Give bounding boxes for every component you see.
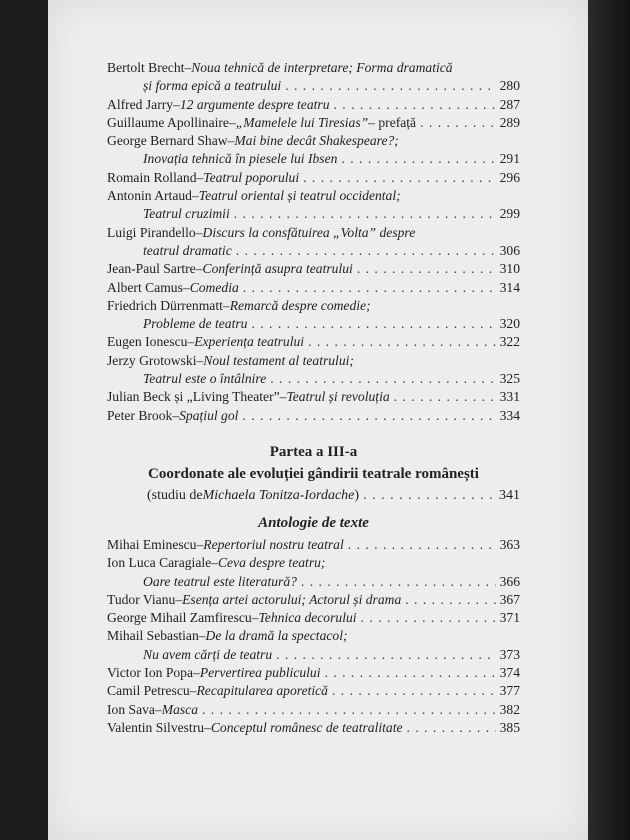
toc-entry-line	[107, 682, 520, 700]
toc-entry-line	[107, 297, 520, 315]
toc-entry	[107, 279, 520, 297]
entry-page-number: 289	[499, 114, 520, 130]
entry-separator: –	[196, 536, 204, 552]
entry-author: Friedrich Dürrenmatt	[107, 297, 223, 313]
entry-page-number: 373	[499, 646, 520, 662]
dot-leader	[243, 279, 496, 297]
entry-page-number: 374	[499, 665, 520, 681]
entry-separator: –	[182, 279, 190, 295]
toc-entry	[107, 407, 520, 425]
table-of-contents	[107, 59, 520, 737]
dot-leader	[308, 333, 496, 351]
toc-entry-line	[107, 260, 520, 278]
toc-entry	[107, 536, 520, 554]
entry-author: Julian Beck și „Living Theater”	[107, 389, 280, 405]
toc-entry	[107, 701, 520, 719]
toc-entry	[107, 114, 520, 132]
entry-author: Victor Ion Popa	[107, 665, 194, 681]
toc-entry	[107, 627, 520, 664]
entry-page-number: 310	[499, 261, 520, 277]
entry-author: Ion Sava	[107, 701, 155, 717]
entry-title-continuation: Probleme de teatru	[143, 316, 248, 332]
entry-page-number: 334	[499, 407, 520, 423]
entry-title: Noua tehnică de interpretare; Forma dramatică	[191, 60, 453, 75]
entry-page-number: 382	[499, 701, 520, 717]
toc-entry	[107, 333, 520, 351]
entry-title-continuation: Nu avem cărți de teatru	[143, 646, 273, 662]
dot-leader	[332, 682, 496, 700]
toc-entry-line	[107, 664, 520, 682]
entry-title: Pervertirea publicului	[199, 665, 321, 681]
toc-entry-line	[107, 224, 520, 242]
entry-page-number: 331	[499, 389, 520, 405]
study-page: 341	[499, 487, 520, 503]
toc-entry	[107, 719, 520, 737]
entry-page-number: 306	[499, 242, 520, 258]
entry-page-number: 296	[499, 169, 520, 185]
entry-separator: –	[279, 389, 287, 405]
toc-entry	[107, 609, 520, 627]
entry-author: Jerzy Grotowski	[107, 352, 197, 368]
entry-title: Esența artei actorului; Actorul și drama	[182, 591, 402, 607]
entry-separator: –	[196, 169, 204, 185]
toc-entry-line	[107, 536, 520, 554]
entry-author: Jean-Paul Sartre	[107, 261, 196, 277]
dot-leader	[357, 260, 496, 278]
toc-entry-line	[107, 719, 520, 737]
dot-leader	[334, 96, 496, 114]
toc-list-part-two	[107, 59, 520, 425]
entry-title-continuation: Oare teatrul este literatură?	[143, 573, 297, 589]
toc-entry	[107, 132, 520, 169]
toc-entry-line	[107, 407, 520, 425]
entry-title: Teatrul poporului	[203, 169, 300, 185]
toc-entry	[107, 59, 520, 96]
entry-title: Tehnica decorului	[258, 610, 357, 626]
toc-entry	[107, 297, 520, 334]
entry-page-number: 366	[499, 573, 520, 589]
entry-separator: –	[191, 188, 199, 204]
entry-title-continuation: și forma epică a teatrului	[143, 78, 282, 94]
entry-separator: –	[175, 591, 183, 607]
entry-title: Recapitularea aporetică	[196, 683, 328, 699]
study-prefix: (studiu de	[147, 487, 203, 503]
toc-entry-line	[107, 333, 520, 351]
toc-entry-line	[107, 701, 520, 719]
entry-title: Remarcă despre comedie;	[229, 297, 371, 313]
entry-separator: –	[187, 334, 195, 350]
entry-page-number: 371	[499, 610, 520, 626]
entry-separator: –	[211, 555, 218, 571]
entry-author: Bertolt Brecht	[107, 60, 185, 75]
entry-author: Valentin Silvestru	[107, 719, 205, 735]
entry-page-number: 299	[499, 206, 520, 222]
study-author: Michaela Tonitza-Iordache	[202, 487, 355, 503]
toc-entry-continuation	[107, 370, 520, 388]
toc-entry-line	[107, 627, 520, 645]
entry-author: Romain Rolland	[107, 169, 197, 185]
toc-list-part-three	[107, 536, 520, 737]
toc-entry	[107, 664, 520, 682]
entry-page-number: 291	[499, 151, 520, 167]
page-edge-shadow	[588, 0, 630, 840]
toc-entry-line	[107, 388, 520, 406]
entry-separator: –	[184, 60, 192, 75]
entry-title: Repertoriul nostru teatral	[203, 536, 344, 552]
dot-leader	[405, 591, 495, 609]
entry-author: Albert Camus	[107, 279, 183, 295]
dot-leader	[341, 150, 495, 168]
entry-author: Guillaume Apollinaire	[107, 114, 229, 130]
entry-separator: –	[154, 701, 162, 717]
toc-entry-line	[107, 352, 520, 370]
dot-leader	[301, 573, 496, 591]
entry-author: Antonin Artaud	[107, 188, 192, 204]
toc-entry-line	[107, 59, 520, 77]
entry-title: Noul testament al teatrului;	[203, 352, 354, 368]
entry-separator: –	[251, 610, 259, 626]
dot-leader	[236, 242, 496, 260]
entry-title: Masca	[161, 701, 198, 717]
entry-title-continuation: Teatrul cruzimii	[143, 206, 230, 222]
study-line	[107, 485, 520, 507]
dot-leader	[325, 664, 496, 682]
entry-page-number: 287	[499, 96, 520, 112]
entry-title: Comedia	[189, 279, 239, 295]
toc-entry-line	[107, 279, 520, 297]
entry-separator: –	[173, 96, 180, 112]
toc-entry-line	[107, 96, 520, 114]
entry-separator: –	[195, 224, 203, 240]
dot-leader	[270, 370, 495, 388]
study-suffix: )	[354, 487, 360, 503]
entry-title: Spațiul gol	[179, 407, 239, 423]
entry-author: Alfred Jarry	[107, 96, 174, 112]
entry-page-number: 377	[499, 683, 520, 699]
entry-title: Ceva despre teatru;	[217, 555, 326, 571]
entry-title-continuation: teatrul dramatic	[143, 242, 232, 258]
entry-separator: –	[172, 407, 180, 423]
entry-page-number: 322	[499, 334, 520, 350]
entry-separator: –	[193, 665, 200, 681]
entry-separator: –	[195, 261, 203, 277]
dot-leader	[420, 114, 496, 132]
entry-author: George Mihail Zamfirescu	[107, 610, 252, 626]
dot-leader	[394, 388, 496, 406]
entry-title: Conferință asupra teatrului	[202, 261, 353, 277]
entry-page-number: 280	[499, 78, 520, 94]
entry-author: Eugen Ionescu	[107, 334, 188, 350]
toc-entry	[107, 388, 520, 406]
entry-title: 12 argumente despre teatru	[179, 96, 330, 112]
entry-author: Luigi Pirandello	[107, 224, 196, 240]
toc-entry-continuation	[107, 205, 520, 223]
entry-title: Mai bine decât Shakespeare?;	[234, 133, 399, 149]
dot-leader	[363, 485, 495, 507]
entry-separator: –	[227, 133, 235, 149]
part-title: Partea a III-a	[269, 443, 358, 460]
toc-entry-continuation	[107, 77, 520, 95]
entry-title-suffix: – prefață	[368, 114, 417, 130]
entry-title: Conceptul românesc de teatralitate	[210, 719, 403, 735]
toc-entry	[107, 554, 520, 591]
toc-entry-line	[107, 187, 520, 205]
part-three-section	[107, 441, 520, 534]
entry-title: Teatrul și revoluția	[286, 389, 390, 405]
entry-author: Mihai Eminescu	[107, 536, 197, 552]
toc-entry	[107, 187, 520, 224]
entry-separator: –	[228, 114, 236, 130]
entry-title-continuation: Teatrul este o întâlnire	[143, 371, 267, 387]
entry-title: „Mamelele lui Tiresias”	[235, 114, 369, 130]
entry-author: Ion Luca Caragiale	[107, 555, 212, 571]
entry-page-number: 367	[499, 591, 520, 607]
entry-separator: –	[196, 352, 204, 368]
entry-title: De la dramă la spectacol;	[205, 628, 348, 644]
entry-separator: –	[222, 297, 230, 313]
toc-entry	[107, 352, 520, 389]
dot-leader	[361, 609, 496, 627]
toc-entry	[107, 96, 520, 114]
entry-title: Discurs la consfătuirea „Volta” despre	[202, 224, 416, 240]
toc-entry-line	[107, 169, 520, 187]
entry-page-number: 320	[499, 316, 520, 332]
dot-leader	[285, 77, 495, 95]
entry-author: Peter Brook	[107, 407, 173, 423]
dot-leader	[303, 169, 496, 187]
toc-entry	[107, 591, 520, 609]
toc-entry-continuation	[107, 646, 520, 664]
entry-author: Tudor Vianu	[107, 591, 176, 607]
entry-author: George Bernard Shaw	[107, 133, 228, 149]
toc-entry-continuation	[107, 150, 520, 168]
toc-entry-line	[107, 554, 520, 572]
entry-separator: –	[204, 719, 211, 735]
dot-leader	[348, 536, 496, 554]
dot-leader	[234, 205, 496, 223]
toc-entry	[107, 260, 520, 278]
dot-leader	[202, 701, 496, 719]
toc-entry	[107, 682, 520, 700]
entry-author: Camil Petrescu	[107, 683, 190, 699]
entry-title: Teatrul oriental și teatrul occidental;	[198, 188, 401, 204]
entry-page-number: 363	[499, 536, 520, 552]
toc-entry	[107, 224, 520, 261]
dot-leader	[407, 719, 496, 737]
entry-separator: –	[189, 683, 197, 699]
anthology-heading: Antologie de texte	[258, 514, 369, 531]
entry-author: Mihail Sebastian	[107, 628, 199, 644]
entry-title-continuation: Inovația tehnică în piesele lui Ibsen	[143, 151, 338, 167]
toc-entry-continuation	[107, 315, 520, 333]
entry-page-number: 314	[499, 279, 520, 295]
toc-entry-continuation	[107, 573, 520, 591]
dot-leader	[251, 315, 495, 333]
entry-separator: –	[198, 628, 206, 644]
toc-entry	[107, 169, 520, 187]
toc-entry-line	[107, 591, 520, 609]
entry-page-number: 325	[499, 371, 520, 387]
dot-leader	[276, 646, 495, 664]
entry-title: Experiența teatrului	[194, 334, 305, 350]
dot-leader	[242, 407, 495, 425]
part-subtitle: Coordonate ale evoluției gândirii teatrale românești	[148, 465, 479, 482]
entry-page-number: 385	[499, 719, 520, 735]
toc-entry-continuation	[107, 242, 520, 260]
toc-entry-line	[107, 609, 520, 627]
toc-entry-line	[107, 114, 520, 132]
toc-entry-line	[107, 132, 520, 150]
